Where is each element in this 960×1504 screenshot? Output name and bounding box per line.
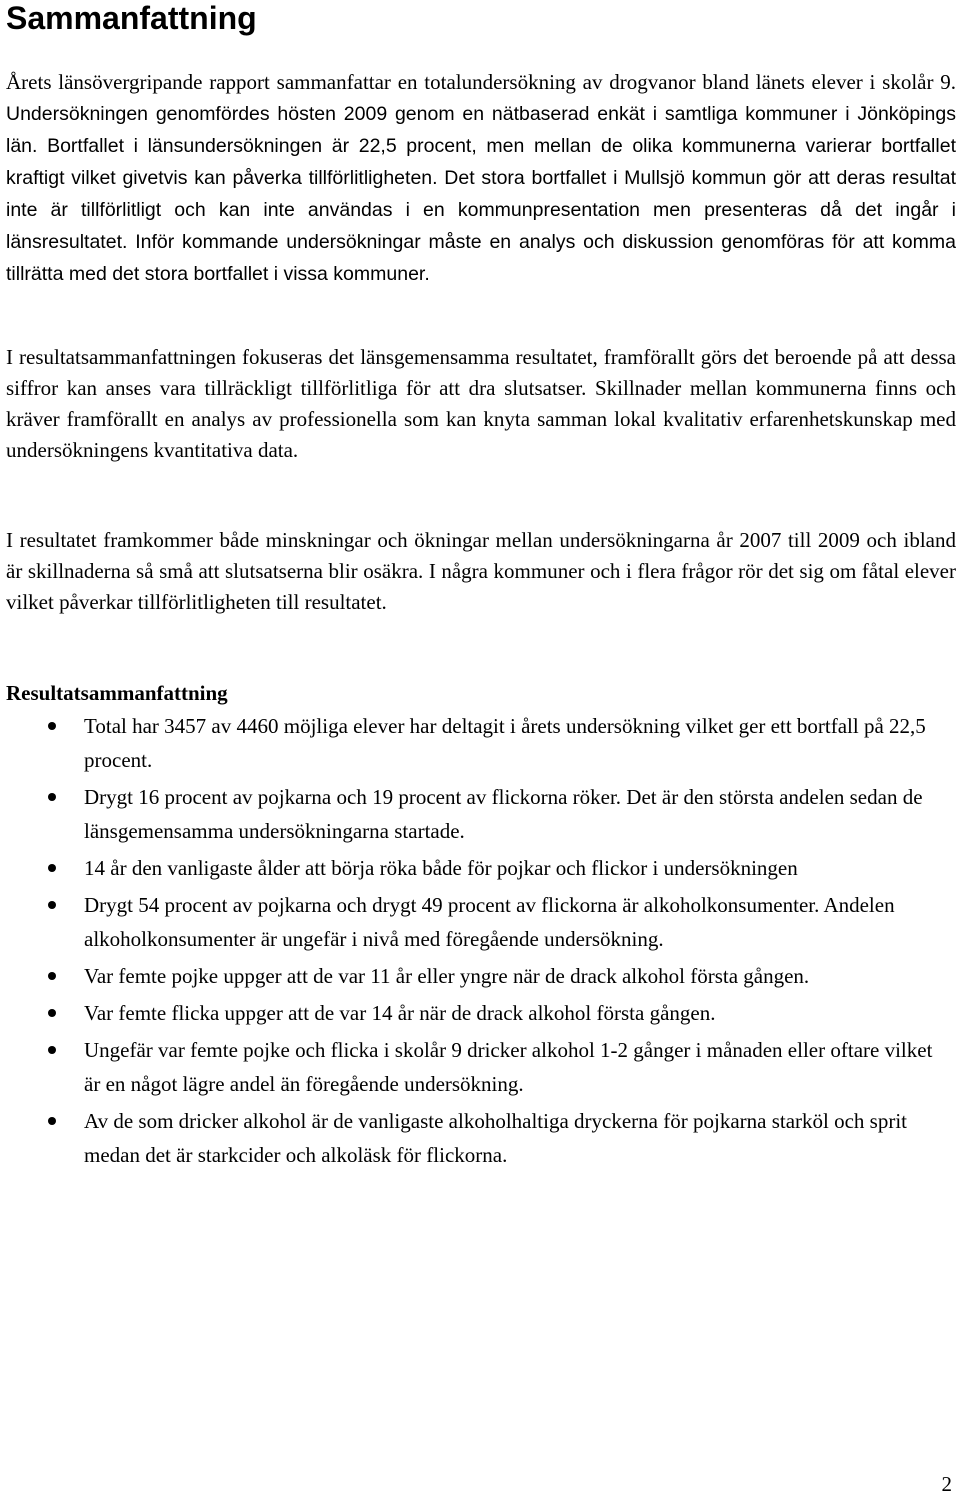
- document-page: [6, 0, 956, 1167]
- focus-paragraph: I resultatsammanfattningen fokuseras det länsgemensamma resultatet, framförallt görs det beroende på att dessa siffror kan anses vara tillräckligt tillförlitliga för att dra slutsatser. Skillnader mellan kommunerna finns och kräver framförallt en analys av professionella som kan knyta samman lokal kvalitativ erfarenhetskunskap med undersökningens kvantitativa data.: [6, 345, 956, 462]
- list-item: [6, 709, 956, 777]
- summary-heading: Resultatsammanfattning: [6, 681, 228, 705]
- page-number: 2: [941, 1472, 952, 1496]
- list-item: [6, 1033, 956, 1101]
- list-item-text: Drygt 54 procent av pojkarna och drygt 49 procent av flickorna är alkoholkonsumenter. Andelen alkoholkonsumenter är ungefär i nivå med föregående undersökning.: [84, 893, 895, 951]
- intro-paragraph: [6, 67, 956, 290]
- list-item-text: Av de som dricker alkohol är de vanligaste alkoholhaltiga dryckerna för pojkarna starköl och sprit medan det är starkcider och alkoläsk för flickorna.: [84, 1109, 908, 1167]
- page-title: Sammanfattning: [6, 0, 257, 36]
- list-item-text: 14 år den vanligaste ålder att börja röka både för pojkar och flickor i undersökningen: [84, 856, 798, 880]
- bullet-icon: [48, 972, 56, 980]
- list-item: [6, 780, 956, 848]
- bullet-icon: [48, 1009, 56, 1017]
- list-item-text: Var femte pojke uppger att de var 11 år eller yngre när de drack alkohol första gången.: [84, 964, 810, 988]
- list-item-text: Total har 3457 av 4460 möjliga elever har deltagit i årets undersökning vilket ger ett bortfall på 22,5 procent.: [84, 714, 926, 772]
- list-item-text: Drygt 16 procent av pojkarna och 19 procent av flickorna röker. Det är den största andelen sedan de länsgemensamma undersökningarna startade.: [84, 785, 923, 843]
- bullet-icon: [48, 722, 56, 730]
- bullet-icon: [48, 1046, 56, 1054]
- list-item-text: Var femte flicka uppger att de var 14 år när de drack alkohol första gången.: [84, 1001, 716, 1025]
- results-paragraph: I resultatet framkommer både minskningar och ökningar mellan undersökningarna år 2007 till 2009 och ibland är skillnaderna så små att slutsatserna blir osäkra. I några kommuner och i flera frågor rör det sig om fåtal elever vilket påverkar tillförlitligheten till resultatet.: [6, 528, 956, 614]
- intro-continuation: Undersökningen genomfördes hösten 2009 genom en nätbaserad enkät i samtliga kommuner i Jönköpings län. Bortfallet i länsundersökningen är 22,5 procent, men mellan de olika kommunerna varierar bortfallet kraftigt vilket givetvis kan påverka tillförlitligheten. Det stora bortfallet i Mullsjö kommun gör att deras resultat inte är tillförlitligt och kan inte användas i en kommunpresentation men presenteras då det ingår i länsresultatet. Inför kommande undersökningar måste en analys och diskussion genomföras för att komma tillrätta med det stora bortfallet i vissa kommuner.: [6, 103, 956, 285]
- list-item: [6, 959, 956, 993]
- bullet-icon: [48, 901, 56, 909]
- intro-sentence: Årets länsövergripande rapport sammanfattar en totalundersökning av drogvanor bland länets elever i skolår 9.: [6, 70, 956, 94]
- list-item-text: Ungefär var femte pojke och flicka i skolår 9 dricker alkohol 1-2 gånger i månaden eller oftare vilket är en något lägre andel än föregående undersökning.: [84, 1038, 933, 1096]
- list-item: [6, 888, 956, 956]
- list-item: [6, 851, 956, 885]
- list-item: [6, 1104, 956, 1172]
- bullet-icon: [48, 793, 56, 801]
- list-item: [6, 996, 956, 1030]
- bullet-icon: [48, 864, 56, 872]
- summary-list: [6, 709, 956, 1175]
- bullet-icon: [48, 1117, 56, 1125]
